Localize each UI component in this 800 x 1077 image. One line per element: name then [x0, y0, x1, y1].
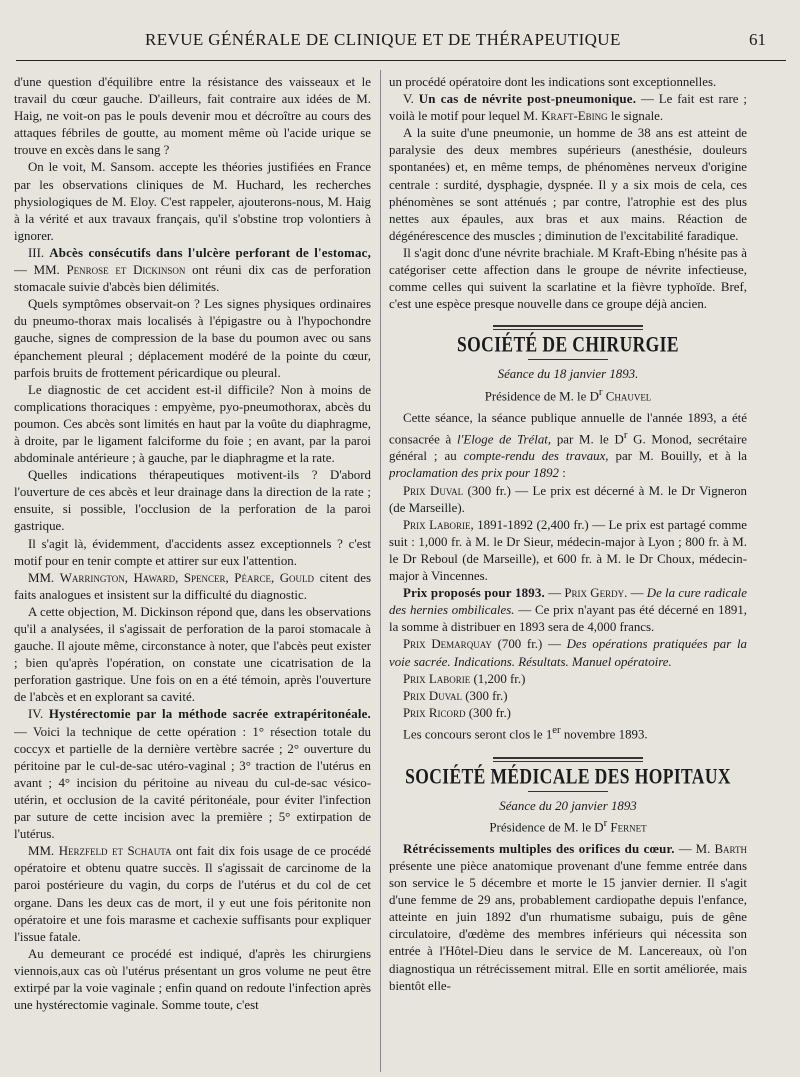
text-run: (300 fr.) [465, 705, 511, 720]
section-number: V. [403, 92, 414, 107]
paragraph [14, 570, 371, 604]
section-title: Abcès consécutifs dans l'ulcère perforant de l'estomac, [49, 245, 371, 260]
text-run: présente une pièce anatomique provenant d'une femme entrée dans son service le 5 décembre et morte le 15 janvier dernier. Il s'agit d'une femme de 29 ans, probablement cardiopathe depuis l'enfance, atteinte en juin 1892 d'un rhumatisme subaigu, puis de gêne circulatoire, d'œdème des membres inférieurs qui nécessita son entrée à l'Hôtel-Dieu dans le service de M. Lancereaux, où l'on diagnostiqua un rétrécissement mitral. Elle en sortit améliorée, mais bientôt elle- [389, 858, 747, 993]
section-ornament [493, 757, 643, 762]
paragraph: d'une question d'équilibre entre la résistance des vaisseaux et le travail du cœur gauche. D'ailleurs, fait contraire aux idées de M. Haig, ne voit-on pas le pouls devenir mou et décroître au cours des attaques fébriles de goutte, au moment même où l'acide urique se trouve en excès dans le sang ? [14, 75, 371, 158]
author-names: Herzfeld et Schauta [58, 844, 172, 859]
paragraph: A la suite d'une pneumonie, un homme de 38 ans est atteint de paralysie des deux membres supérieurs (anesthésie, douleurs spontanées) et, en même temps, de phénomènes nerveux d'origine centrale : surdité, dysphagie, dyspnée. Il y a six mois de cela, ces phénomènes se sont atténués ; par contre, l'atrophie est des plus nettes aux épaules, aux bras et aux mains. Réaction de dégénérescence des muscles ; diminution de l'excitabilité faradique. [389, 126, 747, 243]
text-run: citent des faits analogues et insistent sur la difficulté du diagnostic. [14, 570, 371, 602]
paragraph: Il s'agit là, évidemment, d'accidents assez exceptionnels ? c'est motif pour en tenir compte et attirer sur eux l'attention. [14, 536, 371, 568]
paragraph: A cette objection, M. Dickinson répond que, dans les observations qu'il a analysées, il s'agissait de perforation de la paroi stomacale à gauche. Il ajoute même, circonstance à noter, que l'abcès peut exister ; bien qu'après l'opération, on constate une cicatrisation de la perforation gastrique. Une fois on en a été témoin, après l'ouverture de l'abcès et en explorant sa cavité. [14, 604, 371, 705]
header-rule [16, 60, 786, 61]
paragraph: Quels symptômes observait-on ? Les signes physiques ordinaires du pneumo-thorax mais localisés à l'épigastre ou à l'hypochondre gauche, signes de compression de la base du poumon avec ou sans épanchement pleural ; déplacement modéré de la pointe du cœur, parfois bruits de frottement péricardique ou pleural. [14, 297, 371, 380]
heading-rule [528, 359, 608, 360]
prize-name: Prix Laborie [403, 671, 471, 686]
section-title: Rétrécissements multiples des orifices du cœur. [403, 841, 675, 856]
prize-name: Prix Demarquay [403, 637, 492, 652]
text-run: , 1891-1892 (2,400 fr.) — Le prix est partagé comme suit : 1,000 fr. à M. le Dr Sieur, médecin-major à Lyon ; 800 fr. à M. le Dr Reboul (de Marseille), et 600 fr. à M. le Dr Choux, médecin-major à Vincennes. [389, 517, 747, 584]
text-run: (300 fr.) — Le prix est décerné à M. le Dr Vigneron (de Marseille). [389, 483, 747, 515]
seance-date: Séance du 18 janvier 1893. [497, 367, 639, 382]
prize-name: Prix Duval [403, 483, 464, 498]
text-run: Présidence de M. le D [489, 820, 604, 835]
page-number: 61 [749, 30, 766, 49]
section-v [389, 91, 747, 125]
paragraph: Quelles indications thérapeutiques motivent-ils ? D'abord l'ouverture de ces abcès et leur drainage dans la direction de la rate ; ensuite, si possible, l'occlusion de la perforation de la paroi gastrique. [14, 468, 371, 534]
running-title: REVUE GÉNÉRALE DE CLINIQUE ET DE THÉRAPEUTIQUE [145, 30, 621, 49]
author-names: Warrington, Haward, Spencer, Péarce, Gould [59, 570, 315, 585]
superscript: r [598, 385, 603, 398]
italic-run: compte-rendu des travaux, [463, 449, 609, 464]
page-header [0, 0, 800, 62]
author-names: Barth [714, 841, 747, 856]
paragraph: Le diagnostic de cet accident est-il difficile? Non à moins de complications thoraciques : empyème, pyo-pneumothorax, abcès du poumon. Ces abcès sont limités en haut par la voûte du diaphragme, à droite, par le ligament falciforme du foie ; en avant, par la paroi abdominale antérieure ; à gauche, par le diaphragme et la rate. [14, 382, 371, 466]
paragraph [389, 410, 747, 483]
paragraph [14, 843, 371, 946]
text-run: (300 fr.) [462, 688, 508, 703]
text-run: : [558, 466, 566, 481]
section-iv [14, 706, 371, 843]
text-run: par M. Bouilly, et à la [608, 449, 747, 464]
prize-laborie [389, 517, 747, 585]
text-run: M. [695, 841, 715, 856]
paragraph: Il s'agit donc d'une névrite brachiale. M Kraft-Ebing n'hésite pas à catégoriser cette affection dans le groupe de névrite infectieuse, comme celles qui suivent la scarlatine et la fièvre typhoïde. Bref, c'est une espèce presque nouvelle dans ce groupe déjà ancien. [389, 245, 747, 312]
text-run: — Ce prix n'ayant pas été décerné en 1891, la somme à distribuer en 1893 sera de 4,000 francs. [389, 603, 747, 635]
text-run: G. Monod, secrétaire général ; au [389, 432, 747, 464]
text-run: (1,200 fr.) [470, 671, 526, 686]
text-run: ont fait dix fois usage de ce procédé opératoire et obtenu quatre succès. Il s'agissait de carcinome de la paroi postérieure du vagin, du corps de l'utérus et du col de cet organe. Dans les deux cas de mort, il y eut une fois péritonite non opératoire et une fois marasme et cachexie suffisants pour expliquer l'issue fatale. [14, 844, 371, 944]
prize-name: Prix Ricord [403, 705, 466, 720]
prize-duval [389, 483, 747, 517]
paragraph: un procédé opératoire dont les indications sont exceptionnelles. [389, 75, 717, 89]
text-run: (700 fr.) — [491, 637, 567, 652]
italic-run: Des opérations pratiquées par la voie sacrée. Indications. Résultats. Manuel opératoire. [389, 637, 747, 669]
right-column [389, 74, 747, 1072]
section-title: Hystérectomie par la méthode sacrée extrapéritonéale. [48, 707, 371, 722]
list-item [389, 688, 747, 705]
text-run: le signale. [607, 109, 664, 124]
text-run: Présidence de M. le D [484, 388, 599, 403]
text-run: — [674, 841, 696, 856]
list-item [389, 671, 747, 688]
superscript: r [603, 817, 608, 830]
seance-date: Séance du 20 janvier 1893 [499, 799, 637, 814]
paragraph [389, 841, 747, 995]
text-run: — Le fait est rare ; voilà le motif pour lequel M. [389, 92, 747, 124]
paragraph: On le voit, M. Sansom. accepte les théories justifiées en France par les observations cliniques de M. Huchard, les recherches physiologiques de M. Eloy. C'est rappeler, ajouterons-nous, M. Haig à la vérité et aux travaux français, qu'il s'obstine trop volontiers à ignorer. [14, 160, 371, 243]
prizes-proposed [389, 585, 747, 636]
italic-run: proclamation des prix pour 1892 [389, 466, 559, 481]
section-iii [14, 245, 371, 296]
president-name: Chauvel [605, 388, 652, 403]
prize-name: Prix Gerdy. [564, 586, 628, 601]
italic-run: l'Eloge de Trélat, [457, 432, 552, 447]
presidence [389, 384, 747, 405]
text-run: — Voici la technique de cette opération : 1° résection totale du coccyx et partielle de la dernière vertèbre sacrée ; 2° ouverture du péritoine par le cul-de-sac utéro-vaginal ; 3° traction de l'utérus en avant ; 4° incision du péritoine au niveau du cul-de-sac vésico-utérin, et occlusion de la cavité péritonéale, pour éviter l'infection par suture de cette incision avec la première ; 5° extirpation de l'utérus. [14, 724, 371, 842]
text-run: MM. [28, 570, 60, 585]
hopitaux-heading: SOCIÉTÉ MÉDICALE DES HOPITAUX [405, 763, 731, 789]
prize-name: Prix Laborie [403, 517, 471, 532]
text-run: — MM. [14, 263, 67, 278]
superscript: r [623, 428, 628, 441]
prize-name: Prix Duval [403, 688, 463, 703]
text-run: — [544, 586, 565, 601]
section-title: Un cas de névrite post-pneumonique. [418, 92, 637, 107]
text-run: MM. [28, 844, 59, 859]
author-names: Kraft-Ebing [541, 109, 608, 124]
president-name: Fernet [610, 820, 647, 835]
list-item [389, 705, 747, 722]
prize-list [389, 671, 747, 744]
author-names: Penrose et Dickinson [66, 263, 186, 278]
chirurgie-heading: SOCIÉTÉ DE CHIRURGIE [457, 331, 679, 357]
text-run: Les concours seront clos le 1 [403, 727, 553, 742]
text-run: — [627, 586, 647, 601]
paragraph: Au demeurant ce procédé est indiqué, d'après les chirurgiens viennois,aux cas où l'utérus présentant un gros volume ne peut être extirpé par la voie vaginale ; enfin quand on redoute l'infection après une hystérectomie vaginale. Somme toute, c'est [14, 946, 371, 1013]
text-run: ont réuni dix cas de perforation stomacale suivie d'abcès bien délimités. [14, 263, 371, 295]
section-title: Prix proposés pour 1893. [403, 586, 545, 601]
section-number: III. [28, 245, 45, 260]
column-divider [380, 70, 381, 1072]
superscript: er [552, 723, 561, 736]
prize-demarquay [389, 636, 747, 670]
text-run: par M. le D [551, 432, 624, 447]
italic-run: De la cure radicale des hernies ombilicales. [389, 586, 747, 618]
presidence [389, 815, 747, 836]
section-ornament [493, 325, 643, 330]
section-number: IV. [28, 707, 44, 722]
left-column [14, 74, 371, 1072]
text-run: Cette séance, la séance publique annuelle de l'année 1893, a été consacrée à [389, 410, 747, 447]
heading-rule [528, 791, 608, 792]
text-run: novembre 1893. [560, 727, 648, 742]
list-item [389, 722, 747, 743]
